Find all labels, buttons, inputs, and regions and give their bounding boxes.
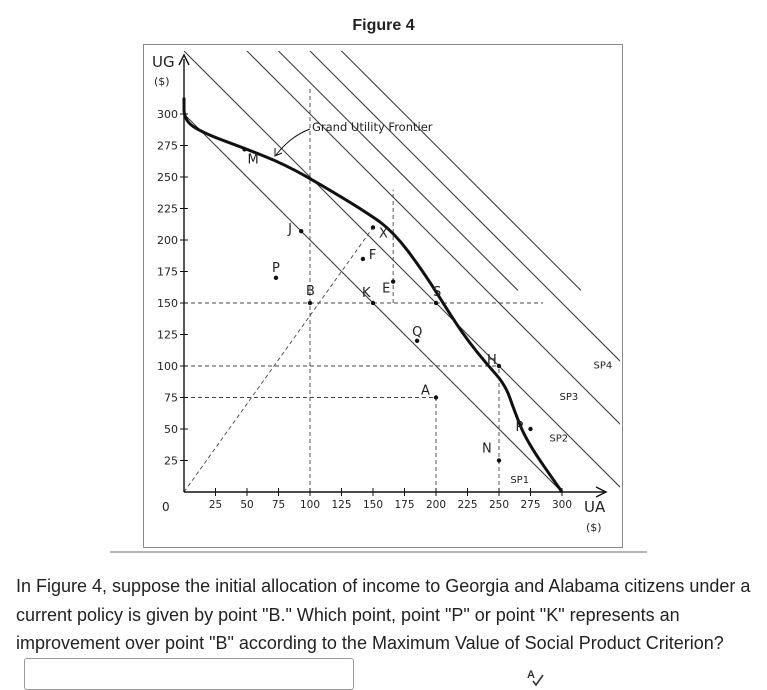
x-tick-label-100: 100 [299, 499, 321, 511]
sp-label-sp1: SP1 [510, 475, 530, 487]
y-tick-label-175: 175 [157, 265, 178, 279]
x-tick-label-200: 200 [425, 499, 447, 511]
figure-panel [143, 44, 623, 548]
point-a [434, 395, 438, 399]
x-tick-label-250: 250 [488, 499, 510, 511]
spellcheck-icon[interactable] [524, 666, 546, 688]
point-n [497, 458, 501, 462]
point-h [497, 364, 501, 368]
origin-label: 0 [162, 500, 170, 514]
y-tick-label-125: 125 [157, 328, 178, 342]
x-tick-label-125: 125 [331, 499, 352, 511]
point-r [528, 427, 532, 431]
frontier-pointer [276, 129, 310, 155]
point-s [434, 301, 438, 305]
y-axis-label: UG [152, 53, 175, 71]
point-x [371, 225, 375, 229]
sp-label-sp2: SP2 [549, 433, 569, 445]
y-tick-label-150: 150 [157, 297, 178, 310]
x-tick-label-25: 25 [208, 499, 223, 511]
y-tick-label-225: 225 [157, 202, 178, 216]
x-tick-label-275: 275 [520, 499, 541, 511]
point-label-h: H [487, 353, 497, 368]
x-tick-label-175: 175 [394, 499, 415, 511]
x-axis-label: UA [584, 498, 606, 516]
x-tick-label-300: 300 [551, 499, 573, 511]
y-axis-unit: ($) [154, 75, 170, 88]
utility-frontier-chart [144, 45, 622, 547]
point-label-n: N [482, 441, 492, 457]
point-e [391, 279, 395, 283]
y-tick-label-75: 75 [164, 391, 178, 405]
sp-label-sp4: SP4 [593, 360, 613, 372]
sp-line-sp2 [184, 51, 622, 492]
point-m [242, 147, 246, 151]
y-tick-label-300: 300 [157, 108, 178, 121]
point-label-r: R [515, 420, 525, 435]
y-tick-label-100: 100 [157, 360, 178, 373]
diagonal-lines [184, 45, 622, 492]
svg-text:A: A [527, 669, 535, 681]
sp-label-sp3: SP3 [559, 392, 579, 404]
x-tick-label-150: 150 [362, 499, 384, 511]
diagonal-line-2 [203, 45, 581, 290]
diagonal-line-1 [203, 45, 518, 290]
y-tick-label-275: 275 [157, 139, 178, 153]
point-label-a: A [421, 383, 430, 399]
figure-title: Figure 4 [352, 17, 415, 34]
x-axis-unit: ($) [586, 521, 602, 534]
point-label-e: E [382, 281, 391, 297]
point-p [274, 276, 278, 280]
x-tick-label-225: 225 [457, 499, 478, 511]
point-label-q: Q [412, 324, 423, 340]
point-k [371, 301, 375, 305]
x-tick-label-75: 75 [271, 499, 286, 511]
y-tick-label-200: 200 [157, 234, 178, 247]
frontier-label: Grand Utility Frontier [312, 120, 433, 134]
point-label-b: B [306, 284, 315, 299]
point-label-k: K [362, 286, 371, 301]
point-f [361, 257, 365, 261]
point-label-p: P [271, 260, 280, 276]
answer-input[interactable] [24, 658, 354, 690]
y-tick-label-50: 50 [164, 423, 178, 436]
point-label-f: F [368, 247, 377, 263]
y-tick-label-25: 25 [164, 454, 178, 468]
point-label-x: X [379, 226, 388, 242]
point-label-j: J [288, 222, 293, 238]
point-label-m: M [247, 152, 259, 168]
point-label-s: S [433, 285, 442, 300]
question-block [16, 572, 756, 690]
point-j [299, 229, 303, 233]
y-tick-label-250: 250 [157, 171, 178, 184]
x-tick-label-50: 50 [240, 499, 254, 511]
divider-line [110, 551, 647, 553]
point-b [308, 301, 312, 305]
question-text: In Figure 4, suppose the initial allocation of income to Georgia and Alabama citizens under a current policy is given by point "B." Which point, point "P" or point "K" represents an improvement over point "B" according to the Maximum Value of Social Product Criterion? [16, 576, 751, 653]
grand-utility-frontier [184, 98, 562, 492]
